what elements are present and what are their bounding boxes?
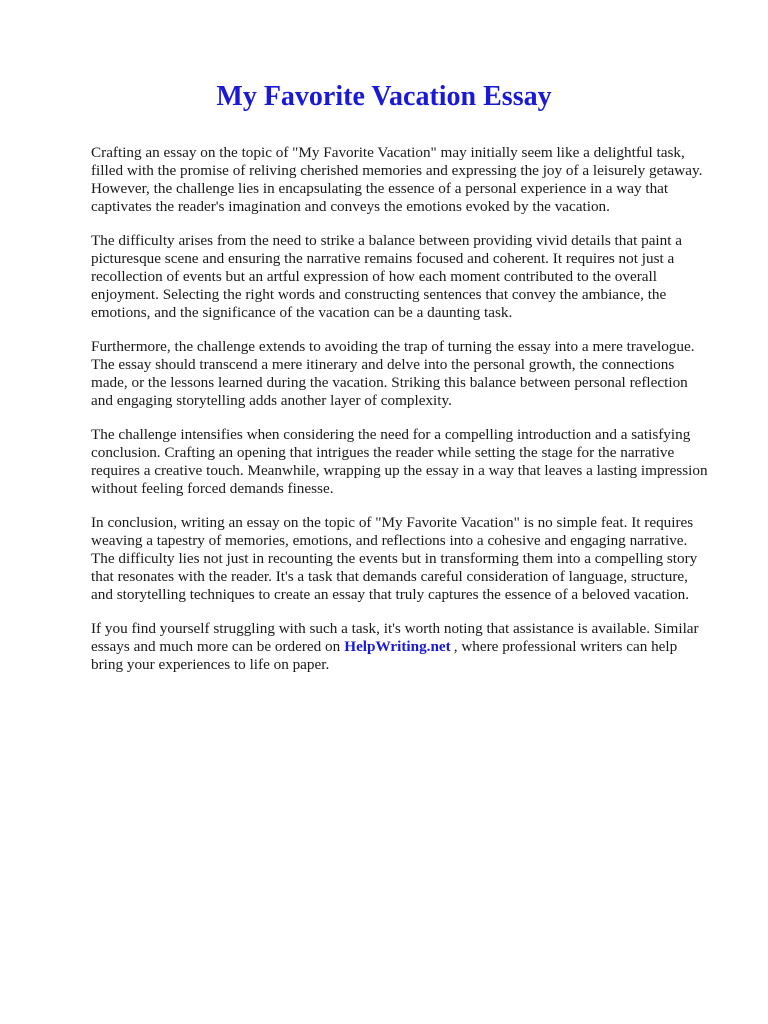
paragraph-line: weaving a tapestry of memories, emotions, and reflections into a cohesive and engaging narrative.	[91, 532, 688, 549]
paragraph-line: In conclusion, writing an essay on the topic of "My Favorite Vacation" is no simple feat. It requires	[91, 514, 694, 531]
paragraph-line: made, or the lessons learned during the vacation. Striking this balance between personal reflection	[91, 374, 688, 391]
paragraph-3	[91, 338, 731, 410]
link-lead-text: essays and much more can be ordered on	[91, 638, 341, 655]
paragraph-line: filled with the promise of reliving cherished memories and expressing the joy of a leisurely getaway.	[91, 162, 703, 179]
paragraph-line: enjoyment. Selecting the right words and constructing sentences that convey the ambiance, the	[91, 286, 667, 303]
paragraph-5	[91, 514, 731, 604]
page-title: My Favorite Vacation Essay	[216, 81, 552, 112]
paragraph-line-with-link	[91, 638, 731, 656]
essay-body	[91, 144, 731, 690]
paragraph-6	[91, 620, 731, 674]
paragraph-line: captivates the reader's imagination and conveys the emotions evoked by the vacation.	[91, 198, 610, 215]
paragraph-line: without feeling forced demands finesse.	[91, 480, 334, 497]
paragraph-line: that resonates with the reader. It's a task that demands careful consideration of language, structure,	[91, 568, 688, 585]
paragraph-line: bring your experiences to life on paper.	[91, 656, 330, 673]
paragraph-line: requires a creative touch. Meanwhile, wrapping up the essay in a way that leaves a lasting impression	[91, 462, 708, 479]
paragraph-line: emotions, and the significance of the vacation can be a daunting task.	[91, 304, 513, 321]
paragraph-line: Crafting an essay on the topic of "My Favorite Vacation" may initially seem like a delightful task,	[91, 144, 685, 161]
helpwriting-link[interactable]: HelpWriting.net	[344, 638, 451, 655]
paragraph-1	[91, 144, 731, 216]
link-trail-text: , where professional writers can help	[453, 638, 678, 655]
paragraph-line: The difficulty arises from the need to strike a balance between providing vivid details that paint a	[91, 232, 682, 249]
paragraph-line: However, the challenge lies in encapsulating the essence of a personal experience in a way that	[91, 180, 669, 197]
paragraph-2	[91, 232, 731, 322]
paragraph-line: picturesque scene and ensuring the narrative remains focused and coherent. It requires not just a	[91, 250, 675, 267]
paragraph-line: and storytelling techniques to create an essay that truly captures the essence of a beloved vacation.	[91, 586, 689, 603]
paragraph-line: The difficulty lies not just in recounting the events but in transforming them into a compelling story	[91, 550, 698, 567]
paragraph-line: and engaging storytelling adds another layer of complexity.	[91, 392, 452, 409]
paragraph-line: Furthermore, the challenge extends to avoiding the trap of turning the essay into a mere travelogue.	[91, 338, 695, 355]
paragraph-line: If you find yourself struggling with such a task, it's worth noting that assistance is available. Similar	[91, 620, 699, 637]
paragraph-line: The essay should transcend a mere itinerary and delve into the personal growth, the connections	[91, 356, 675, 373]
paragraph-line: The challenge intensifies when considering the need for a compelling introduction and a satisfying	[91, 426, 691, 443]
paragraph-4	[91, 426, 731, 498]
paragraph-line: conclusion. Crafting an opening that intrigues the reader while setting the stage for the narrative	[91, 444, 675, 461]
paragraph-line: recollection of events but an artful expression of how each moment contributed to the overall	[91, 268, 657, 285]
